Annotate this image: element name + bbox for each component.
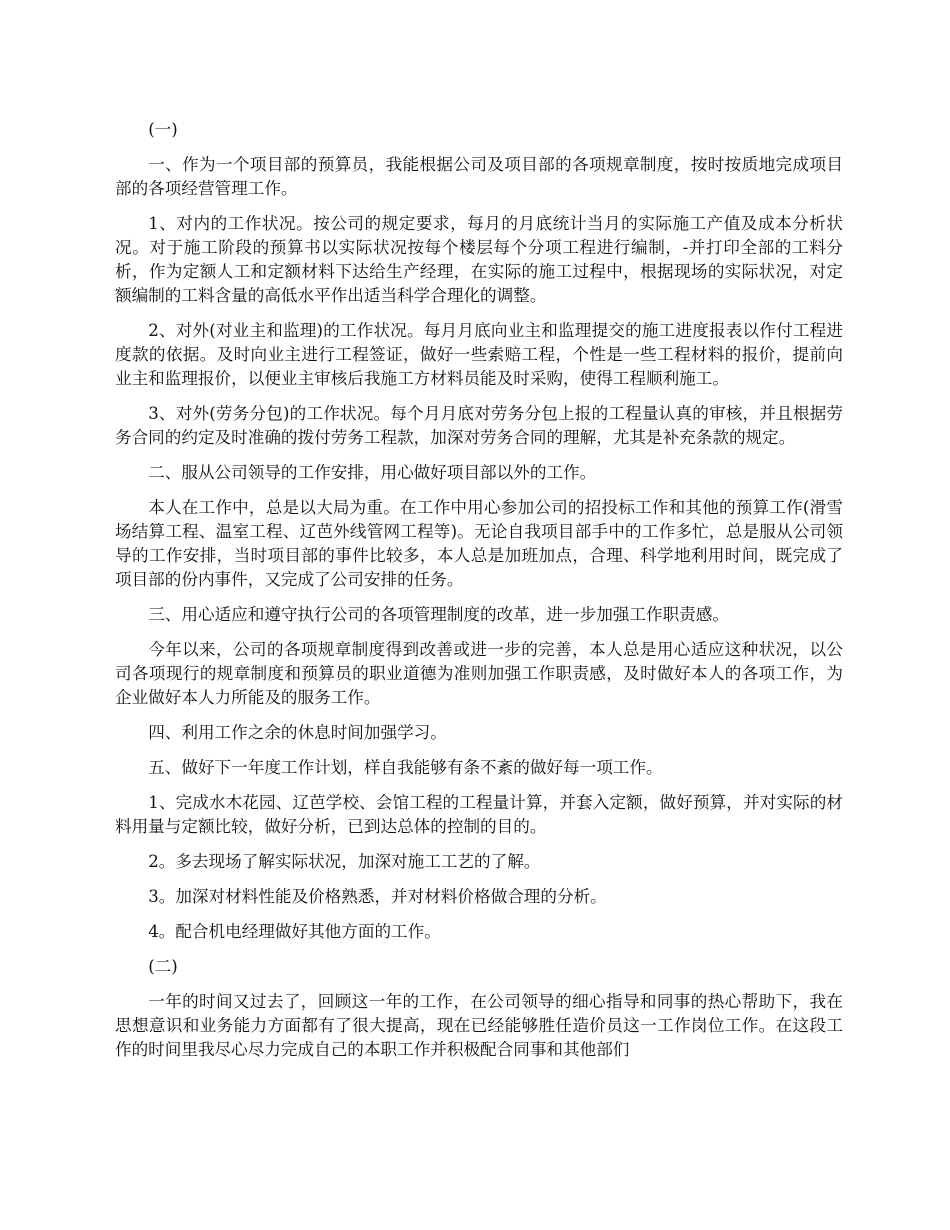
paragraph: 二、服从公司领导的工作安排，用心做好项目部以外的工作。 <box>148 463 597 482</box>
paragraph: 一、作为一个项目部的预算员，我能根据公司及项目部的各项规章制度，按时按质地完成项目部的各项经营管理工作。 <box>115 155 843 198</box>
document-page <box>115 118 843 1073</box>
paragraph: 一年的时间又过去了，回顾这一年的工作，在公司领导的细心指导和同事的热心帮助下，我在思想意识和业务能力方面都有了很大提高，现在已经能够胜任造价员这一工作岗位工作。在这段工作的时间里我尽心尽力完成自己的本职工作并积极配合同事和其他部们 <box>115 992 843 1059</box>
section-heading-2: (二) <box>148 957 178 976</box>
paragraph: 四、利用工作之余的休息时间加强学习。 <box>148 723 447 742</box>
paragraph: 3、对外(劳务分包)的工作状况。每个月月底对劳务分包上报的工程量认真的审核，并且根据劳务合同的约定及时准确的拨付劳务工程款，加深对劳务合同的理解，尤其是补充条款的规定。 <box>115 404 843 447</box>
paragraph: 本人在工作中，总是以大局为重。在工作中用心参加公司的招投标工作和其他的预算工作(滑雪场结算工程、温室工程、辽芭外线管网工程等)。无论自我项目部手中的工作多忙，总是服从公司领导的工作安排，当时项目部的事件比较多，本人总是加班加点，合理、科学地利用时间，既完成了项目部的份内事件，又完成了公司安排的任务。 <box>115 498 843 589</box>
paragraph: 2。多去现场了解实际状况，加深对施工工艺的了解。 <box>148 852 541 871</box>
paragraph: 1、对内的工作状况。按公司的规定要求，每月的月底统计当月的实际施工产值及成本分析状况。对于施工阶段的预算书以实际状况按每个楼层每个分项工程进行编制，-并打印全部的工料分析，作为定额人工和定额材料下达给生产经理，在实际的施工过程中，根据现场的实际状况，对定额编制的工料含量的高低水平作出适当科学合理化的调整。 <box>115 214 843 305</box>
paragraph: 4。配合机电经理做好其他方面的工作。 <box>148 922 441 941</box>
paragraph: 2、对外(对业主和监理)的工作状况。每月月底向业主和监理提交的施工进度报表以作付工程进度款的依据。及时向业主进行工程签证，做好一些索赔工程，个性是一些工程材料的报价，提前向业主和监理报价，以便业主审核后我施工方材料员能及时采购，使得工程顺利施工。 <box>115 321 843 388</box>
paragraph: 五、做好下一年度工作计划，样自我能够有条不紊的做好每一项工作。 <box>148 758 663 777</box>
section-heading-1: (一) <box>148 120 178 139</box>
paragraph: 3。加深对材料性能及价格熟悉，并对材料价格做合理的分析。 <box>148 887 607 906</box>
paragraph: 今年以来，公司的各项规章制度得到改善或进一步的完善，本人总是用心适应这种状况，以公司各项现行的规章制度和预算员的职业道德为准则加强工作职责感，及时做好本人的各项工作，为企业做好本人力所能及的服务工作。 <box>115 640 843 707</box>
paragraph: 三、用心适应和遵守执行公司的各项管理制度的改革，进一步加强工作职责感。 <box>148 605 729 624</box>
paragraph: 1、完成水木花园、辽芭学校、会馆工程的工程量计算，并套入定额，做好预算，并对实际的材料用量与定额比较，做好分析，已到达总体的控制的目的。 <box>115 793 843 836</box>
